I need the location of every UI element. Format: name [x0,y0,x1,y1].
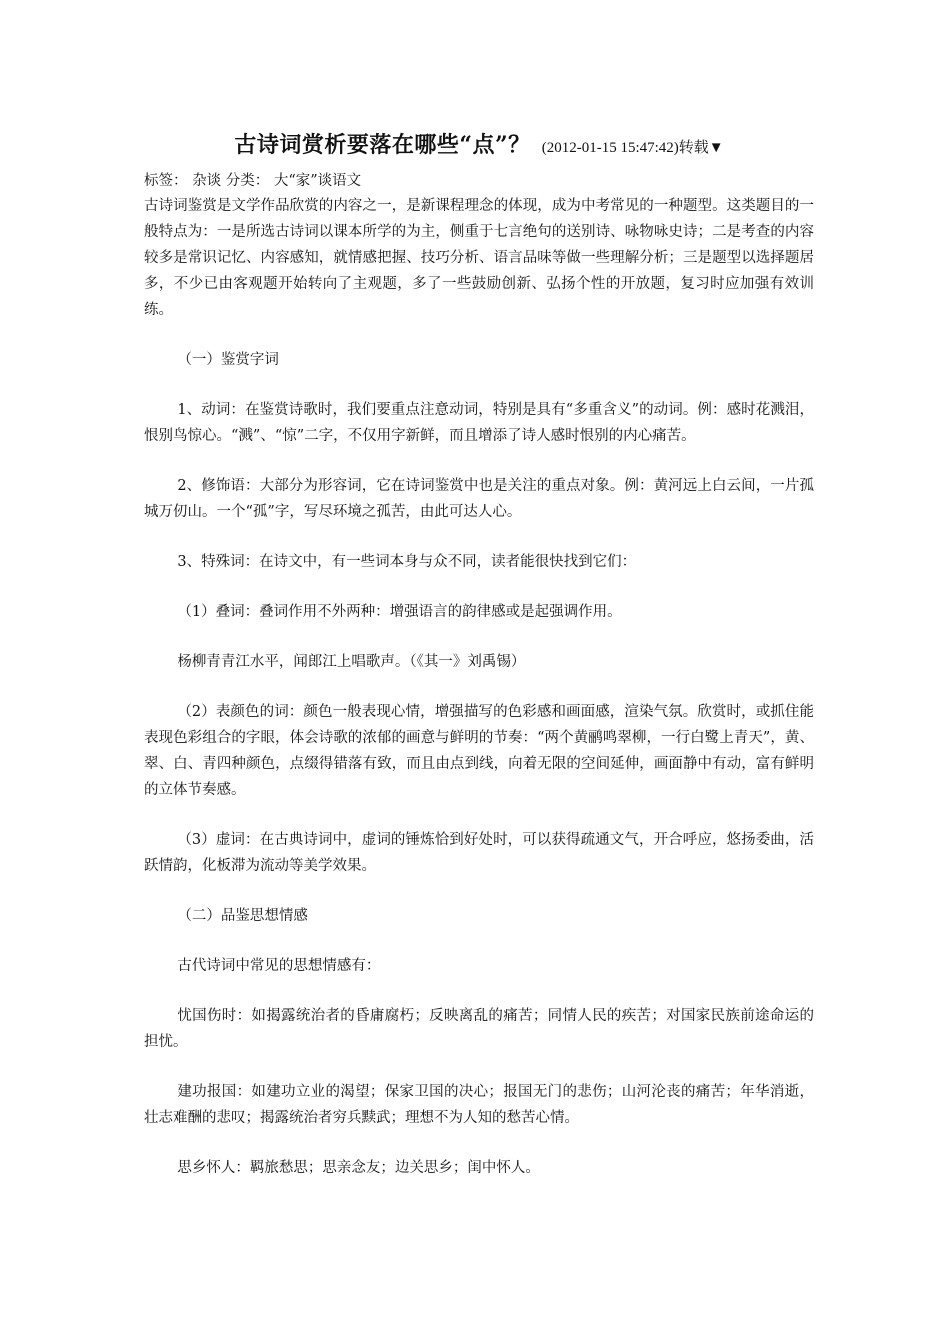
paragraph-function-words: （3）虚词：在古典诗词中，虚词的锤炼恰到好处时，可以获得疏通文气，开合呼应，悠扬委曲，活跃情韵，化板滞为流动等美学效果。 [144,832,814,874]
paragraph-reduplicated-words: （1）叠词：叠词作用不外两种：增强语言的韵律感或是起强调作用。 [177,604,622,620]
tags-line: 标签： 杂谈 分类： 大“家”谈语文 [144,173,362,189]
section-heading-emotions: （二）品鉴思想情感 [177,908,308,924]
article-header [144,128,814,159]
intro-paragraph: 古诗词鉴赏是文学作品欣赏的内容之一，是新课程理念的体现，成为中考常见的一种题型。这类题目的一般特点为：一是所选古诗词以课本所学的为主，侧重于七言绝句的送别诗、咏物咏史诗；二是考查的内容较多是常识记忆、内容感知，就情感把握、技巧分析、语言品味等做一些理解分析；三是题型以选择题居多，不少已由客观题开始转向了主观题，多了一些鼓励创新、弘扬个性的开放题，复习时应加强有效训练。 [144,198,814,318]
paragraph-common-emotions: 古代诗词中常见的思想情感有： [177,958,381,974]
paragraph-homesickness: 思乡怀人：羁旅愁思；思亲念友；边关思乡；闺中怀人。 [177,1160,540,1176]
paragraph-special-words: 3、特殊词：在诗文中，有一些词本身与众不同，读者能很快找到它们： [177,554,637,570]
paragraph-verbs: 1、动词：在鉴赏诗歌时，我们要重点注意动词，特别是具有“多重含义”的动词。例：感时花溅泪，恨别鸟惊心。“溅”、“惊”二字，不仅用字新鲜，而且增添了诗人感时恨别的内心痛苦。 [144,402,814,444]
paragraph-modifiers: 2、修饰语：大部分为形容词，它在诗词鉴赏中也是关注的重点对象。例：黄河远上白云间，一片孤城万仞山。一个“孤”字，写尽环境之孤苦，由此可达人心。 [144,478,814,520]
paragraph-serve-country: 建功报国：如建功立业的渴望；保家卫国的决心；报国无门的悲伤；山河沦丧的痛苦；年华消逝，壮志难酬的悲叹；揭露统治者穷兵黩武；理想不为人知的愁苦心情。 [144,1084,814,1126]
article [144,128,814,1181]
article-meta: (2012-01-15 15:47:42)转载▼ [541,140,724,156]
paragraph-patriotic-worry: 忧国伤时：如揭露统治者的昏庸腐朽；反映离乱的痛苦；同情人民的疾苦；对国家民族前途命运的担忧。 [144,1008,814,1050]
paragraph-color-words: （2）表颜色的词：颜色一般表现心情，增强描写的色彩感和画面感，渲染气氛。欣赏时，或抓住能表现色彩组合的字眼，体会诗歌的浓郁的画意与鲜明的节奏：“两个黄鹂鸣翠柳，一行白鹭上青天”，黄、翠、白、青四种颜色，点缀得错落有致，而且由点到线，向着无限的空间延伸，画面静中有动，富有鲜明的立体节奏感。 [144,704,814,798]
paragraph-poem-example: 杨柳青青江水平，闻郎江上唱歌声。（《其一》刘禹锡） [177,654,526,670]
article-title: 古诗词赏析要落在哪些“点”？ [234,132,531,158]
section-heading-appreciate-words: （一）鉴赏字词 [177,352,279,368]
